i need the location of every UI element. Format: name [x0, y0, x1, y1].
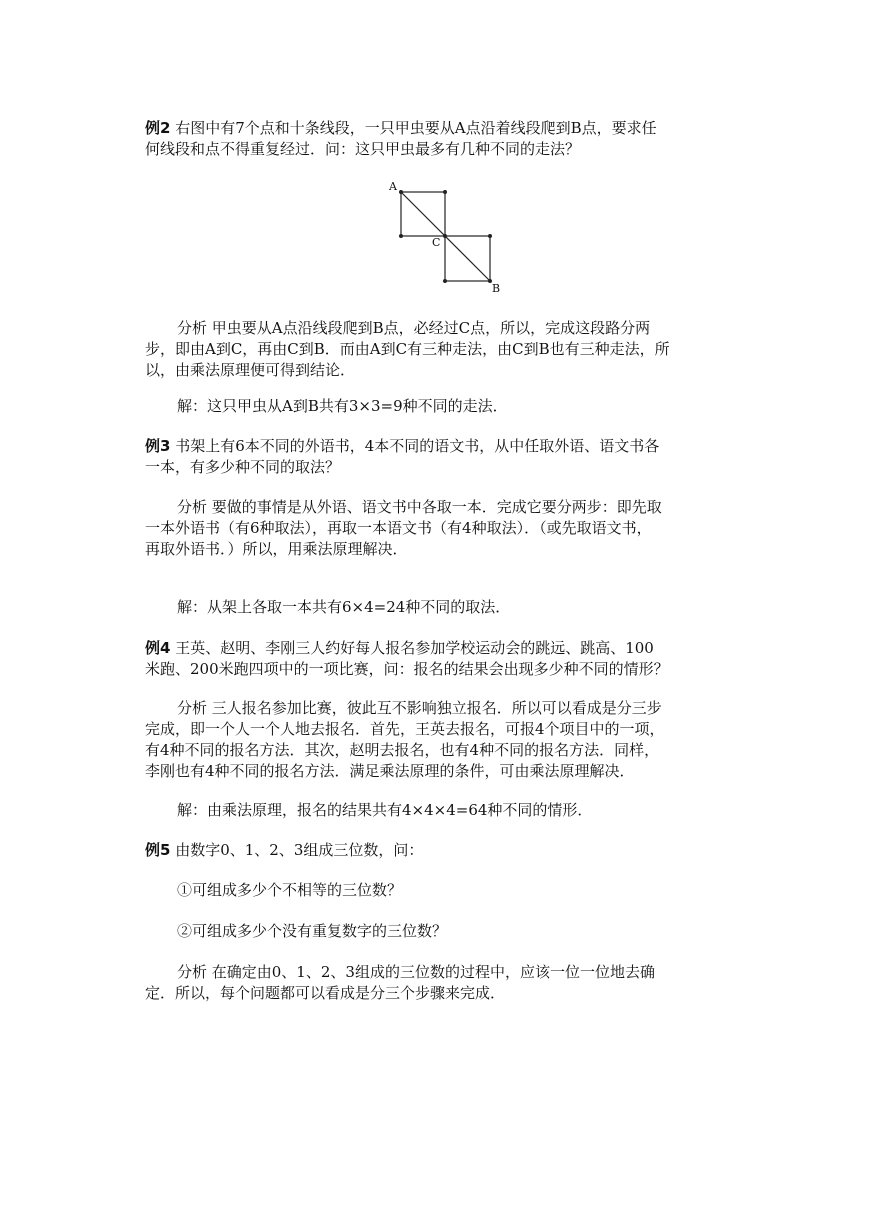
example-2-analysis [145, 318, 757, 381]
example-2-analysis-line-1: 分析 甲虫要从A点沿线段爬到B点，必经过C点，所以，完成这段路分两 [177, 319, 651, 337]
example-3-analysis-line-3: 再取外语书．）所以，用乘法原理解决． [145, 540, 408, 558]
point-a [399, 190, 403, 194]
example-5-question-2 [145, 921, 757, 942]
path-diagram [378, 176, 508, 298]
example-4-analysis-line-3: 有4种不同的报名方法．其次，赵明去报名，也有4种不同的报名方法．同样， [145, 741, 660, 759]
example-5-question-2-text: ②可组成多少个没有重复数字的三位数？ [177, 922, 448, 940]
example-4-text-line-2: 米跑、200米跑四项中的一项比赛，问：报名的结果会出现多少种不同的情形？ [145, 660, 669, 678]
example-4-analysis-line-1: 分析 三人报名参加比赛，彼此互不影响独立报名．所以可以看成是分三步 [177, 699, 662, 717]
example-2-analysis-line-2: 步，即由A到C，再由C到B．而由A到C有三种走法，由C到B也有三种走法，所 [145, 340, 670, 358]
example-3-label: 例3 [145, 437, 171, 455]
point-left [399, 234, 403, 238]
example-2-analysis-line-3: 以，由乘法原理便可得到结论． [145, 361, 356, 379]
label-a: A [389, 180, 397, 193]
example-3-analysis [145, 497, 757, 560]
example-3-solution-text: 解：从架上各取一本共有6×4=24种不同的取法． [177, 598, 511, 616]
example-5-text-line-1: 由数字0、1、2、3组成三位数，问： [170, 841, 424, 859]
example-4-analysis-line-4: 李刚也有4种不同的报名方法．满足乘法原理的条件，可由乘法原理解决． [145, 762, 635, 780]
label-b: B [492, 282, 501, 295]
example-3-text-line-1: 书架上有6本不同的外语书，4本不同的语文书，从中任取外语、语文书各 [170, 437, 660, 455]
example-2-solution [145, 396, 757, 417]
example-4-label: 例4 [145, 639, 171, 657]
example-5-problem [145, 840, 757, 861]
example-5-analysis-line-2: 定．所以，每个问题都可以看成是分三个步骤来完成． [145, 984, 506, 1002]
example-2-solution-text: 解：这只甲虫从A到B共有3×3=9种不同的走法． [177, 397, 508, 415]
example-5-label: 例5 [145, 841, 171, 859]
point-lower-left [443, 279, 447, 283]
example-2-label: 例2 [145, 119, 171, 137]
point-upper-right [443, 190, 447, 194]
example-5-analysis-line-1: 分析 在确定由0、1、2、3组成的三位数的过程中，应该一位一位地去确 [177, 963, 655, 981]
example-4-solution-text: 解：由乘法原理，报名的结果共有4×4×4=64种不同的情形． [177, 801, 593, 819]
example-3-analysis-line-2: 一本外语书（有6种取法），再取一本语文书（有4种取法）．（或先取语文书， [145, 519, 652, 537]
point-right [488, 234, 492, 238]
example-2-text-line-2: 何线段和点不得重复经过．问：这只甲虫最多有几种不同的走法？ [145, 140, 581, 158]
example-4-problem [145, 638, 757, 680]
example-2-problem [145, 118, 757, 160]
example-2-text-line-1: 右图中有7个点和十条线段，一只甲虫要从A点沿着线段爬到B点，要求任 [170, 119, 657, 137]
example-4-analysis [145, 698, 757, 782]
example-5-question-1-text: ①可组成多少个不相等的三位数？ [177, 881, 403, 899]
example-5-question-1 [145, 880, 757, 901]
example-4-analysis-line-2: 完成，即一个人一个人地去报名．首先，王英去报名，可报4个项目中的一项， [145, 720, 665, 738]
example-3-analysis-line-1: 分析 要做的事情是从外语、语文书中各取一本．完成它要分两步：即先取 [177, 498, 662, 516]
example-4-text-line-1: 王英、赵明、李刚三人约好每人报名参加学校运动会的跳远、跳高、100 [170, 639, 654, 657]
example-5-analysis [145, 962, 757, 1004]
example-3-problem [145, 436, 757, 478]
example-3-solution [145, 597, 757, 618]
example-3-text-line-2: 一本，有多少种不同的取法？ [145, 458, 341, 476]
point-c [443, 234, 447, 238]
example-4-solution [145, 800, 757, 821]
label-c: C [432, 236, 441, 249]
